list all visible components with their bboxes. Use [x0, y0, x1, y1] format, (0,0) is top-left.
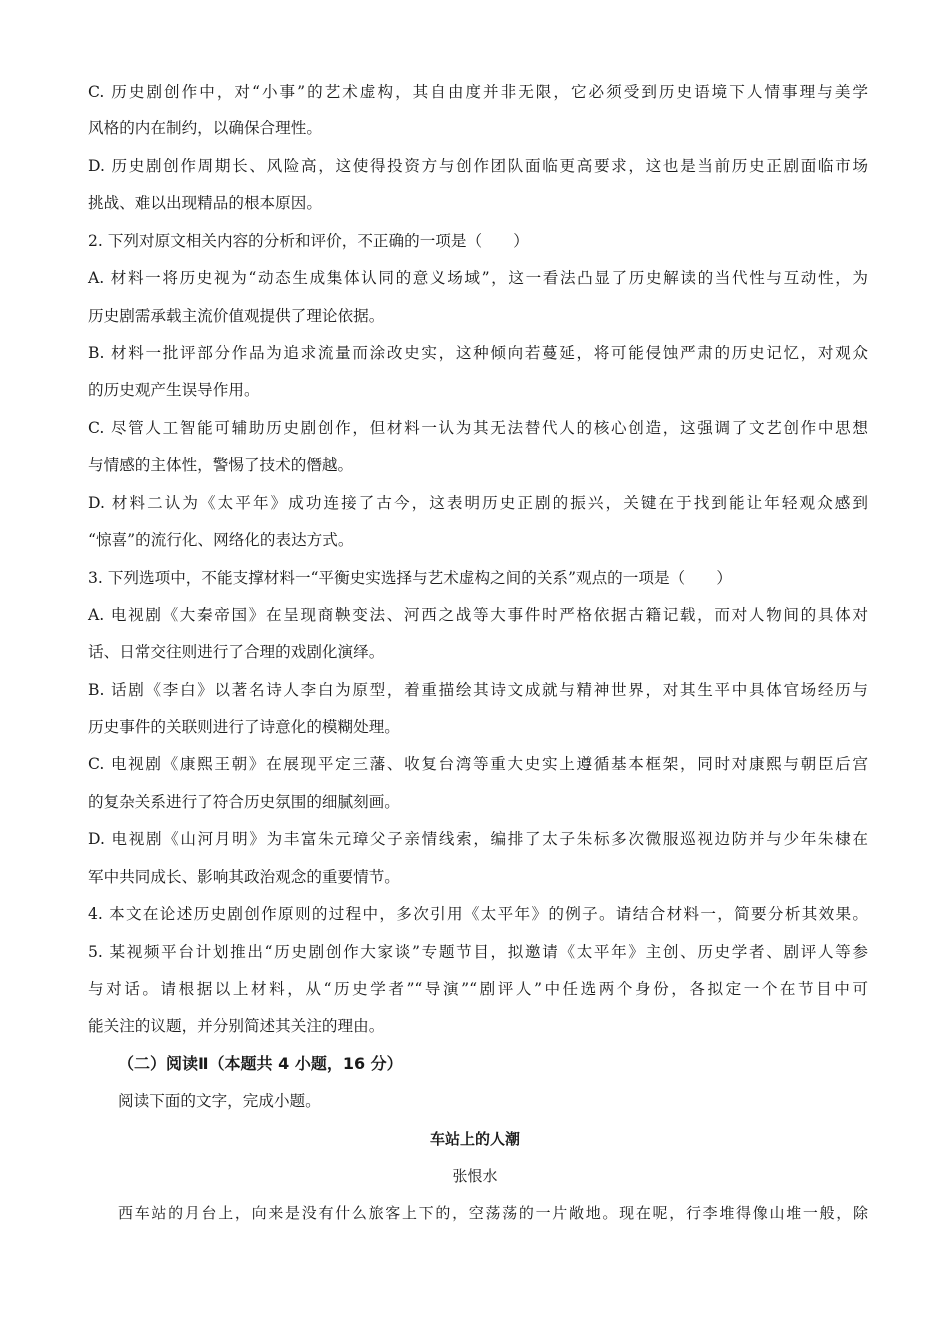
q3-option-b-line2: 历史事件的关联则进行了诗意化的模糊处理。 — [88, 718, 400, 736]
q3-option-c-line1: C. 电视剧《康熙王朝》在展现平定三藩、收复台湾等重大史实上遵循基本框架，同时对康熙与朝臣后宫 — [88, 755, 868, 773]
q5-question-line3: 能关注的议题，并分别简述其关注的理由。 — [88, 1017, 385, 1035]
q2-option-c-line1: C. 尽管人工智能可辅助历史剧创作，但材料一认为其无法替代人的核心创造，这强调了文艺创作中思想 — [88, 419, 868, 437]
story-author: 张恨水 — [452, 1167, 498, 1185]
q5-question-line2: 与对话。请根据以上材料，从“历史学者”“导演”“剧评人”中任选两个身份，各拟定一个在节目中可 — [88, 980, 868, 998]
section-heading: （二）阅读Ⅱ（本题共 4 小题，16 分） — [118, 1054, 403, 1073]
q4-question: 4. 本文在论述历史剧创作原则的过程中，多次引用《太平年》的例子。请结合材料一，简要分析其效果。 — [88, 905, 868, 923]
q1-option-c-line2: 风格的内在制约，以确保合理性。 — [88, 119, 322, 137]
section-intro: 阅读下面的文字，完成小题。 — [118, 1092, 321, 1110]
q1-option-c-line1: C. 历史剧创作中，对“小事”的艺术虚构，其自由度并非无限，它必须受到历史语境下人情事理与美学 — [88, 83, 868, 101]
q2-stem: 2. 下列对原文相关内容的分析和评价，不正确的一项是（ ） — [88, 232, 529, 250]
q3-option-c-line2: 的复杂关系进行了符合历史氛围的细腻刻画。 — [88, 793, 400, 811]
q2-option-d-line1: D. 材料二认为《太平年》成功连接了古今，这表明历史正剧的振兴，关键在于找到能让年轻观众感到 — [88, 494, 868, 512]
q2-option-b-line2: 的历史观产生误导作用。 — [88, 381, 260, 399]
q1-option-d-line2: 挑战、难以出现精品的根本原因。 — [88, 194, 322, 212]
q3-option-d-line2: 军中共同成长、影响其政治观念的重要情节。 — [88, 868, 400, 886]
q5-question-line1: 5. 某视频平台计划推出“历史剧创作大家谈”专题节目，拟邀请《太平年》主创、历史学者、剧评人等参 — [88, 943, 868, 961]
q3-stem: 3. 下列选项中，不能支撑材料一“平衡史实选择与艺术虚构之间的关系”观点的一项是（ ） — [88, 569, 732, 587]
q2-option-d-line2: “惊喜”的流行化、网络化的表达方式。 — [88, 531, 354, 549]
q2-option-c-line2: 与情感的主体性，警惕了技术的僭越。 — [88, 456, 354, 474]
q3-option-a-line2: 话、日常交往则进行了合理的戏剧化演绎。 — [88, 643, 385, 661]
q2-option-a-line2: 历史剧需承载主流价值观提供了理论依据。 — [88, 307, 385, 325]
q3-option-b-line1: B. 话剧《李白》以著名诗人李白为原型，着重描绘其诗文成就与精神世界，对其生平中具体官场经历与 — [88, 681, 868, 699]
q1-option-d-line1: D. 历史剧创作周期长、风险高，这使得投资方与创作团队面临更高要求，这也是当前历史正剧面临市场 — [88, 157, 868, 175]
q3-option-d-line1: D. 电视剧《山河月明》为丰富朱元璋父子亲情线索，编排了太子朱标多次微服巡视边防并与少年朱棣在 — [88, 830, 868, 848]
story-first-line: 西车站的月台上，向来是没有什么旅客上下的，空荡荡的一片敞地。现在呢，行李堆得像山堆一般，除 — [118, 1204, 868, 1222]
story-title: 车站上的人潮 — [429, 1130, 520, 1148]
q3-option-a-line1: A. 电视剧《大秦帝国》在呈现商鞅变法、河西之战等大事件时严格依据古籍记载，而对人物间的具体对 — [88, 606, 868, 624]
q2-option-b-line1: B. 材料一批评部分作品为追求流量而涂改史实，这种倾向若蔓延，将可能侵蚀严肃的历史记忆，对观众 — [88, 344, 868, 362]
q2-option-a-line1: A. 材料一将历史视为“动态生成集体认同的意义场域”，这一看法凸显了历史解读的当代性与互动性，为 — [88, 269, 868, 287]
